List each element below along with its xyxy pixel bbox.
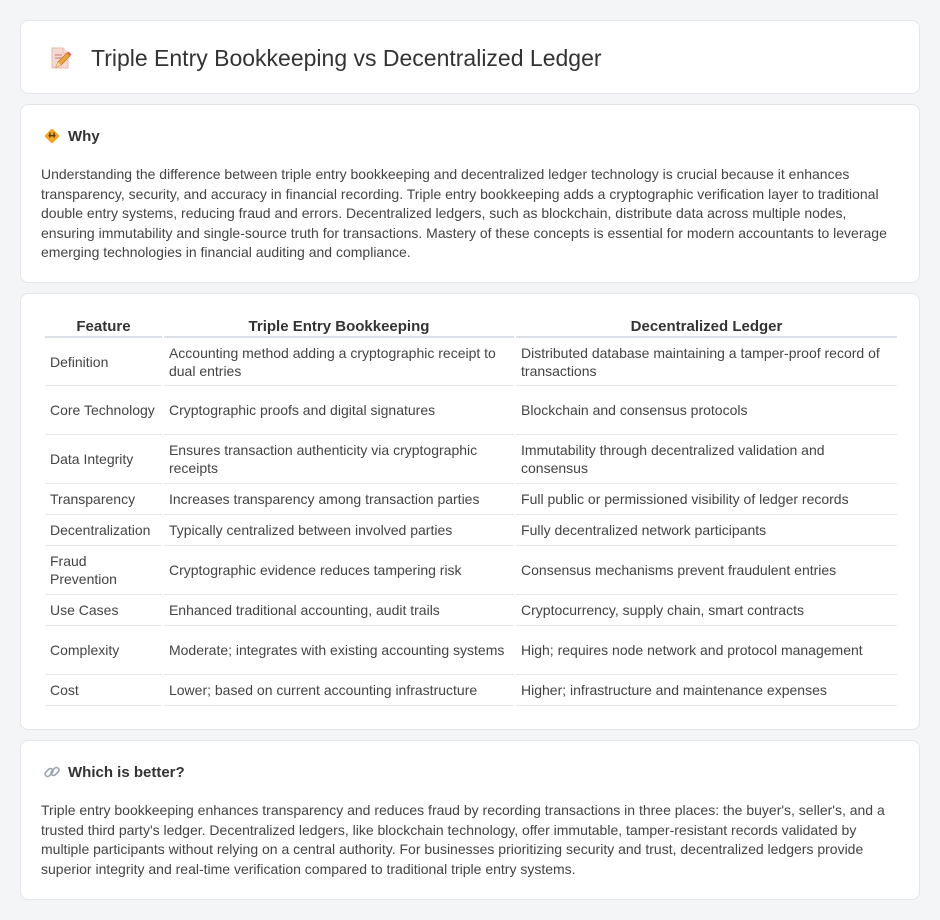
table-row: [45, 338, 897, 386]
decentralized-cell: Immutability through decentralized validation and consensus: [516, 435, 897, 484]
which-is-better-section: [20, 740, 920, 900]
table-row: [45, 484, 897, 515]
triple-entry-cell: Lower; based on current accounting infrastructure: [164, 675, 514, 706]
title-card: [20, 20, 920, 94]
feature-cell: Complexity: [45, 626, 162, 675]
why-heading: [43, 127, 100, 145]
feature-cell: Use Cases: [45, 595, 162, 626]
table-row: [45, 626, 897, 675]
triple-entry-cell: Increases transparency among transaction parties: [164, 484, 514, 515]
feature-cell: Data Integrity: [45, 435, 162, 484]
link-icon: [43, 763, 61, 781]
triple-entry-cell: Cryptographic evidence reduces tampering risk: [164, 546, 514, 595]
column-header-feature: Feature: [45, 316, 162, 338]
better-text: Triple entry bookkeeping enhances transparency and reduces fraud by recording transactions in three places: the buyer's, seller's, and a trusted third party's ledger. Decentralized ledgers, like blockchain technology, offer immutable, tamper-resistant records validated by multiple participants without relying on a central authority. For businesses prioritizing security and trust, decentralized ledgers provide superior integrity and real-time verification compared to traditional triple entry systems.: [41, 802, 885, 877]
table-row: [45, 595, 897, 626]
decentralized-cell: Blockchain and consensus protocols: [516, 386, 897, 435]
table-header-row: [45, 316, 897, 338]
table-row: [45, 546, 897, 595]
decentralized-cell: Full public or permissioned visibility of ledger records: [516, 484, 897, 515]
why-section: [20, 104, 920, 283]
feature-cell: Cost: [45, 675, 162, 706]
triple-entry-cell: Moderate; integrates with existing accounting systems: [164, 626, 514, 675]
triple-entry-cell: Typically centralized between involved parties: [164, 515, 514, 546]
table-row: [45, 675, 897, 706]
diamond-warning-icon: [43, 127, 61, 145]
decentralized-cell: Distributed database maintaining a tamper-proof record of transactions: [516, 338, 897, 386]
feature-cell: Decentralization: [45, 515, 162, 546]
triple-entry-cell: Enhanced traditional accounting, audit trails: [164, 595, 514, 626]
table-row: [45, 515, 897, 546]
comparison-section: [20, 293, 920, 730]
decentralized-cell: Cryptocurrency, supply chain, smart contracts: [516, 595, 897, 626]
decentralized-cell: Consensus mechanisms prevent fraudulent entries: [516, 546, 897, 595]
triple-entry-cell: Accounting method adding a cryptographic receipt to dual entries: [164, 338, 514, 386]
feature-cell: Definition: [45, 338, 162, 386]
why-heading-label: Why: [68, 127, 100, 145]
document-pencil-icon: [47, 45, 73, 71]
decentralized-cell: High; requires node network and protocol management: [516, 626, 897, 675]
table-row: [45, 435, 897, 484]
comparison-table: [43, 316, 899, 706]
decentralized-cell: Fully decentralized network participants: [516, 515, 897, 546]
feature-cell: Core Technology: [45, 386, 162, 435]
better-heading: [43, 763, 185, 781]
decentralized-cell: Higher; infrastructure and maintenance expenses: [516, 675, 897, 706]
column-header-triple-entry: Triple Entry Bookkeeping: [164, 316, 514, 338]
feature-cell: Transparency: [45, 484, 162, 515]
triple-entry-cell: Ensures transaction authenticity via cryptographic receipts: [164, 435, 514, 484]
table-row: [45, 386, 897, 435]
column-header-decentralized: Decentralized Ledger: [516, 316, 897, 338]
why-text: Understanding the difference between triple entry bookkeeping and decentralized ledger technology is crucial because it enhances transparency, security, and accuracy in financial recording. Triple entry bookkeeping adds a cryptographic verification layer to traditional double entry systems, reducing fraud and errors. Decentralized ledgers, such as blockchain, distribute data across multiple nodes, ensuring immutability and single-source truth for transactions. Mastery of these concepts is essential for modern accountants to leverage emerging technologies in financial auditing and compliance.: [41, 166, 887, 261]
feature-cell: Fraud Prevention: [45, 546, 162, 595]
page-title: Triple Entry Bookkeeping vs Decentralized Ledger: [91, 45, 602, 71]
better-heading-label: Which is better?: [68, 763, 185, 781]
triple-entry-cell: Cryptographic proofs and digital signatures: [164, 386, 514, 435]
